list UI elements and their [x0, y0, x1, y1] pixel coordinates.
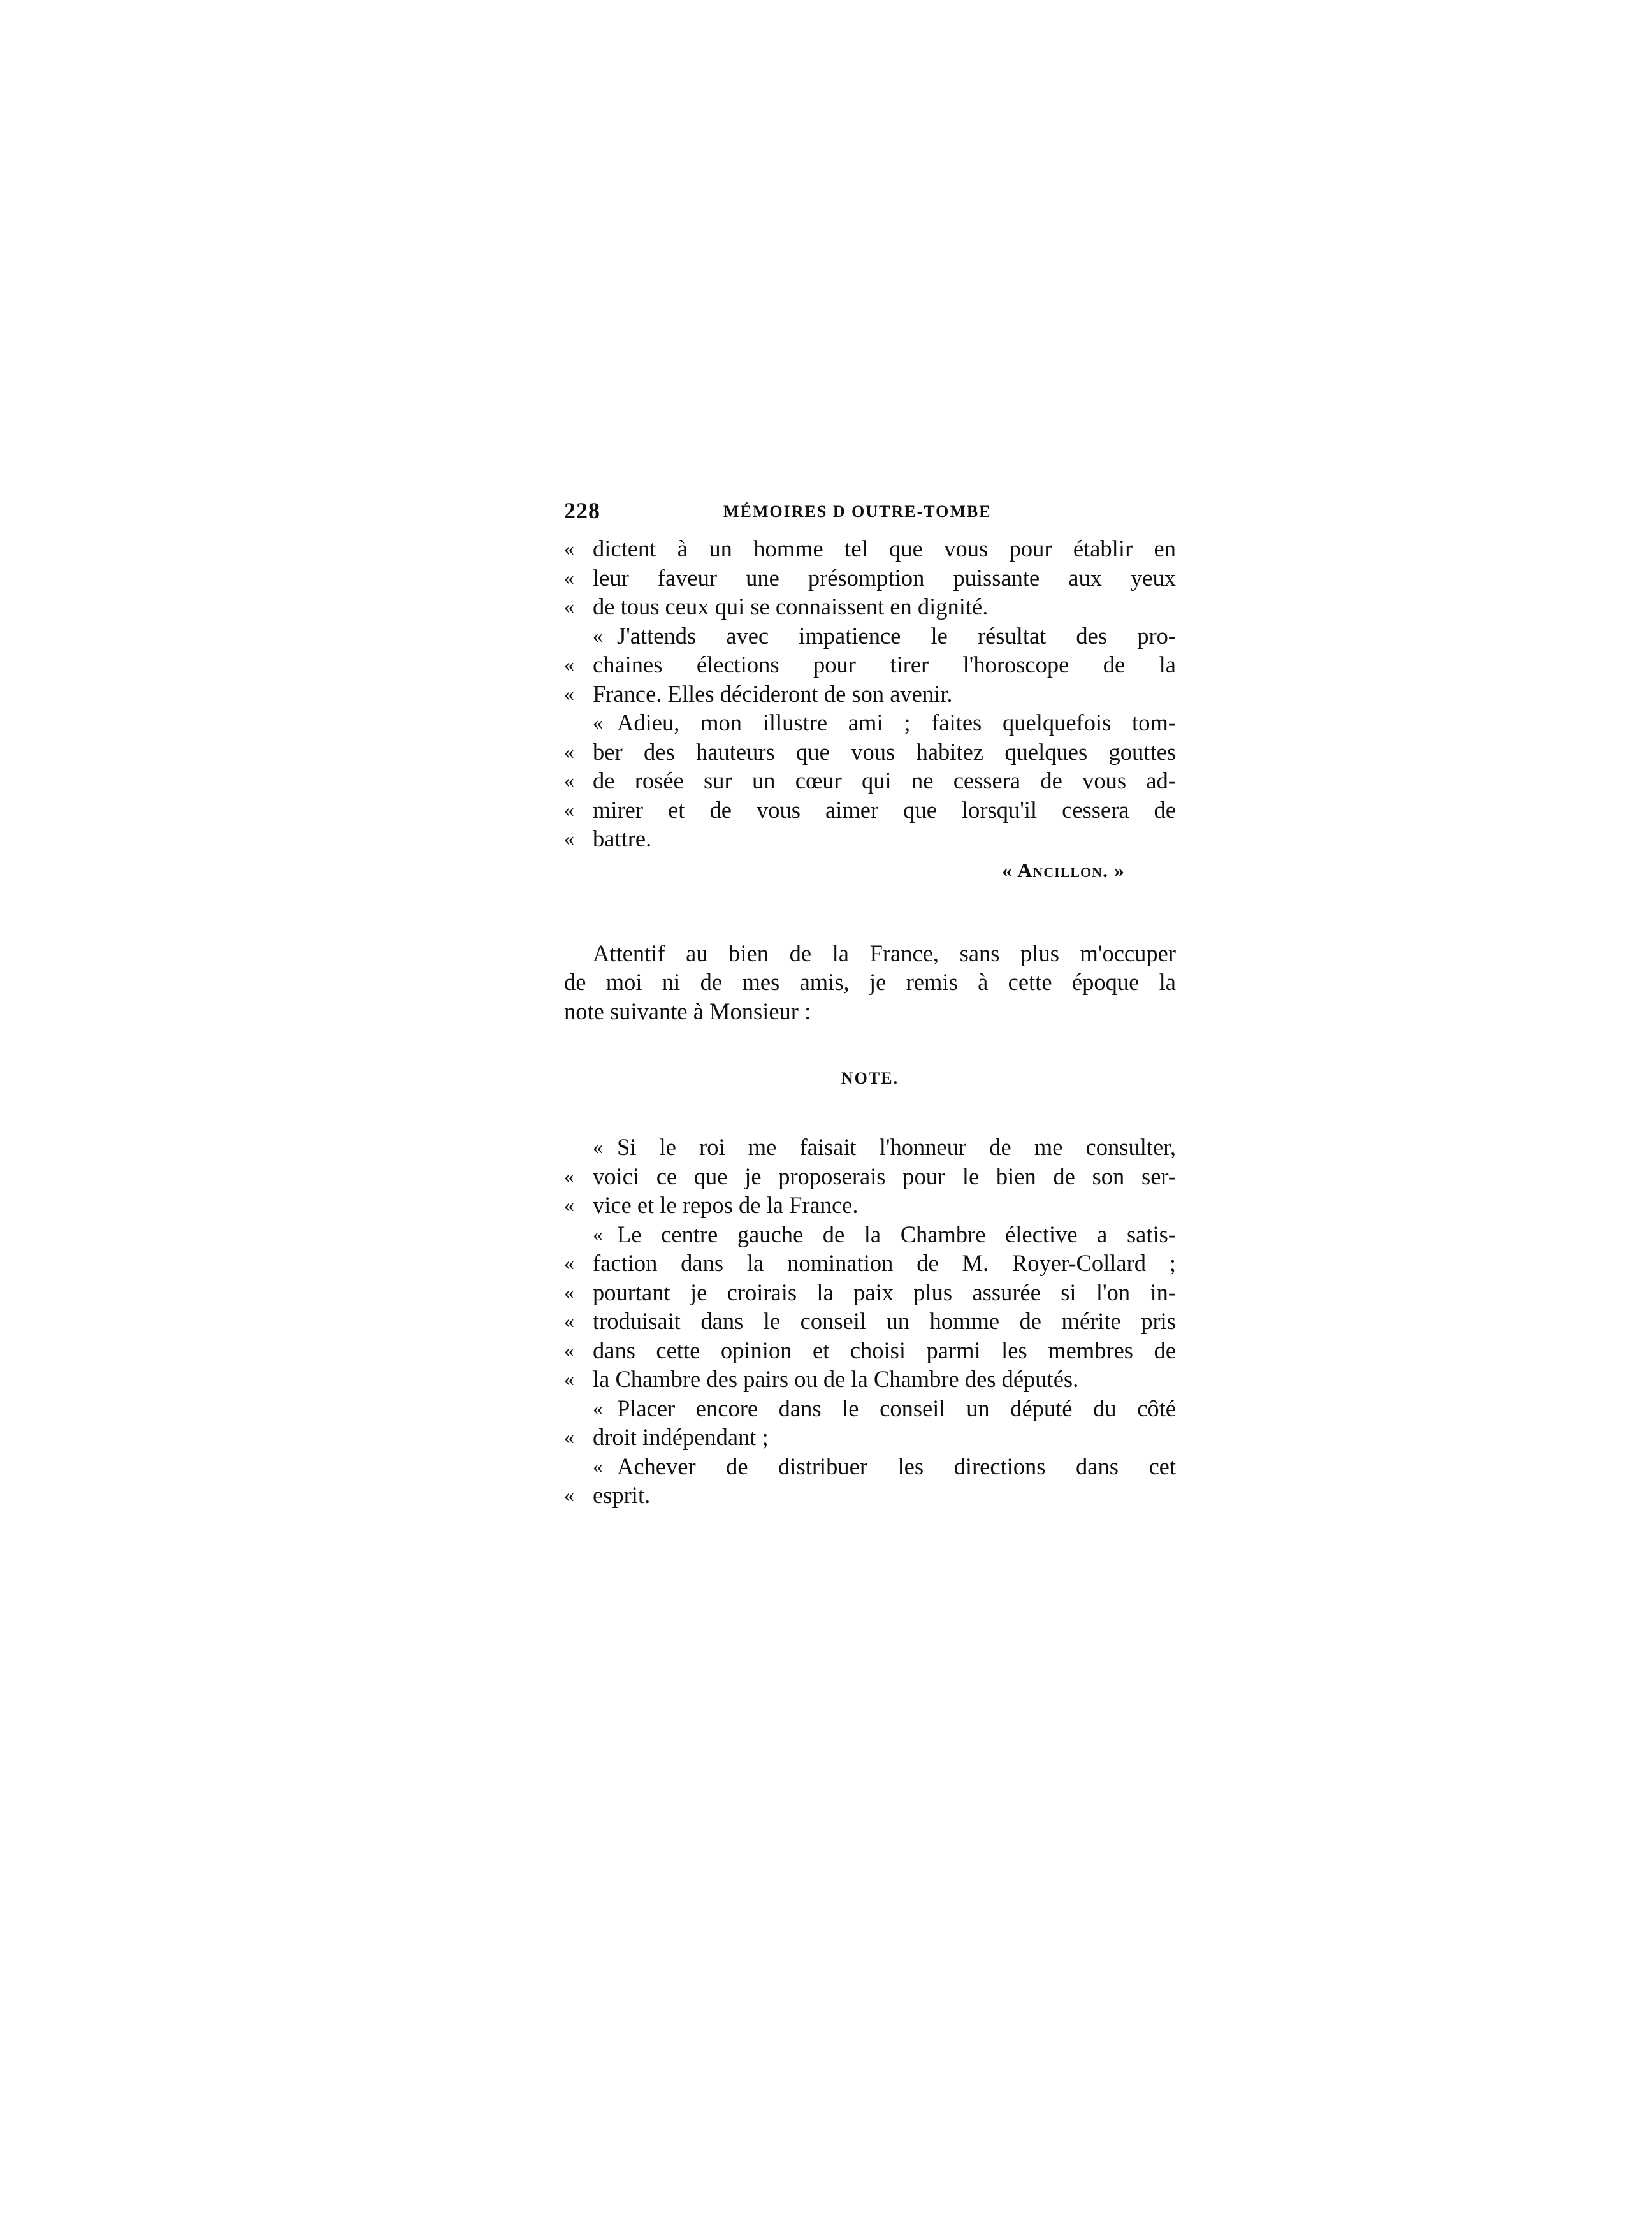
note-line: [564, 1394, 1176, 1423]
note-line-text: Achever de distribuer les directions dans cet: [617, 1453, 1176, 1479]
paragraph-line: note suivante à Monsieur :: [564, 998, 811, 1024]
quote-mark: «: [564, 537, 574, 560]
quote-mark: «: [564, 1309, 574, 1332]
page-number: 228: [564, 498, 600, 523]
note-text: [564, 1133, 1176, 1510]
letter-line-text: J'attends avec impatience le résultat des pro-: [617, 622, 1176, 649]
paragraph-line: Attentif au bien de la France, sans plus m'occuper: [593, 940, 1176, 966]
note-line-text: Si le roi me faisait l'honneur de me consulter,: [617, 1134, 1176, 1160]
note-line: [564, 1133, 1176, 1162]
quote-mark: «: [564, 1193, 574, 1216]
note-line: [564, 1423, 1176, 1452]
letter-line: [564, 679, 1176, 709]
signature-text: « Ancillon. »: [1001, 858, 1125, 882]
quote-mark: «: [564, 739, 574, 763]
letter-line: [564, 650, 1176, 679]
quote-mark: «: [593, 1222, 603, 1245]
letter-line: [564, 824, 1176, 853]
note-title: NOTE.: [841, 1069, 899, 1087]
note-line-text: vice et le repos de la France.: [593, 1192, 859, 1218]
narrative-paragraph: [564, 939, 1176, 1026]
quote-mark: «: [564, 769, 574, 792]
letter-line: [564, 708, 1176, 737]
note-line: [564, 1162, 1176, 1191]
section-spacer: [564, 884, 1176, 939]
letter-text: [564, 534, 1176, 853]
note-line: [564, 1336, 1176, 1365]
note-line: [564, 1452, 1176, 1481]
note-line-text: troduisait dans le conseil un homme de mérite pris: [593, 1308, 1176, 1334]
quote-mark: «: [564, 1483, 574, 1506]
note-line: [564, 1220, 1176, 1249]
book-page: [564, 497, 1176, 1510]
letter-line: [564, 563, 1176, 593]
note-line: [564, 1481, 1176, 1510]
letter-line-text: chaines élections pour tirer l'horoscope de la: [593, 651, 1176, 678]
note-line: [564, 1278, 1176, 1307]
letter-line-text: Adieu, mon illustre ami ; faites quelquefois tom-: [617, 709, 1176, 736]
quote-mark: «: [564, 797, 574, 821]
note-line-text: voici ce que je proposerais pour le bien de son ser-: [593, 1163, 1176, 1189]
quote-mark: «: [564, 827, 574, 850]
quote-mark: «: [593, 1454, 603, 1477]
paragraph-line: de moi ni de mes amis, je remis à cette époque la: [564, 969, 1176, 995]
note-line: [564, 1249, 1176, 1278]
letter-line: [564, 621, 1176, 651]
letter-line-text: dictent à un homme tel que vous pour établir en: [593, 535, 1176, 562]
running-title: MÉMOIRES D OUTRE-TOMBE: [723, 502, 992, 521]
note-line-text: Placer encore dans le conseil un député du côté: [617, 1395, 1176, 1421]
letter-line: [564, 795, 1176, 825]
note-line-text: faction dans la nomination de M. Royer-Collard ;: [593, 1250, 1176, 1276]
quote-mark: «: [564, 1367, 574, 1390]
note-line: [564, 1307, 1176, 1336]
note-line-text: droit indépendant ;: [593, 1424, 769, 1450]
note-line-text: esprit.: [593, 1482, 651, 1508]
page-header: [564, 497, 1176, 529]
letter-line-text: leur faveur une présomption puissante aux yeux: [593, 564, 1176, 591]
quote-mark: «: [593, 1396, 603, 1419]
note-line: [564, 1191, 1176, 1220]
quote-mark: «: [564, 1164, 574, 1187]
letter-line-text: ber des hauteurs que vous habitez quelques gouttes: [593, 738, 1176, 765]
letter-line: [564, 737, 1176, 767]
quote-mark: «: [593, 1135, 603, 1158]
letter-line: [564, 766, 1176, 795]
letter-line-text: battre.: [593, 825, 652, 852]
note-line-text: dans cette opinion et choisi parmi les membres de: [593, 1337, 1176, 1363]
quote-mark: «: [564, 1280, 574, 1303]
note-line-text: Le centre gauche de la Chambre élective a satis-: [617, 1221, 1176, 1247]
signature: [564, 856, 1176, 884]
note-line: [564, 1365, 1176, 1394]
quote-mark: «: [593, 711, 603, 734]
letter-line-text: de tous ceux qui se connaissent en dignité.: [593, 593, 989, 620]
note-line-text: la Chambre des pairs ou de la Chambre des députés.: [593, 1366, 1079, 1392]
quote-mark: «: [564, 681, 574, 705]
letter-line: [564, 534, 1176, 563]
quote-mark: «: [564, 653, 574, 676]
quote-mark: «: [564, 1425, 574, 1448]
quote-mark: «: [564, 1251, 574, 1274]
note-line-text: pourtant je croirais la paix plus assurée si l'on in-: [593, 1279, 1176, 1305]
letter-line-text: de rosée sur un cœur qui ne cessera de vous ad-: [593, 767, 1176, 794]
quote-mark: «: [564, 565, 574, 589]
quote-mark: «: [564, 1338, 574, 1361]
letter-line-text: France. Elles décideront de son avenir.: [593, 680, 953, 707]
quote-mark: «: [593, 623, 603, 647]
letter-line-text: mirer et de vous aimer que lorsqu'il cessera de: [593, 796, 1176, 823]
letter-line: [564, 592, 1176, 621]
quote-mark: «: [564, 595, 574, 618]
